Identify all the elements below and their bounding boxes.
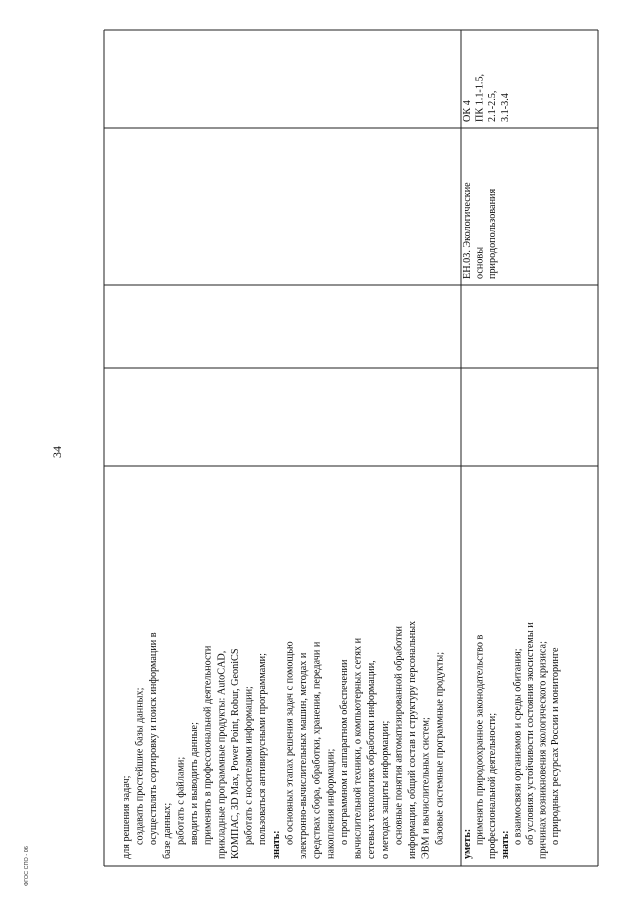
row1-text-line: о методах защиты информации; (379, 720, 391, 859)
row2-text-line: причинах возникновения экологического кризиса; (537, 641, 549, 859)
row1-text-line: работать с файлами; (175, 756, 187, 845)
row1-text-line: вводить и выводить данные; (189, 722, 201, 845)
row2-competencies (462, 74, 511, 122)
row1-text-line: ЭВМ и вычислительных систем; (420, 717, 432, 859)
row1-text-line: об основных этапах решения задач с помощью (284, 641, 296, 845)
row2-disc-line: природопользования (487, 188, 499, 279)
row1-text-line: электронно-вычислительных машин, методах и (298, 652, 310, 859)
row1-text-line: основные понятия автоматизированной обработки (393, 626, 405, 845)
row2-description (462, 622, 561, 859)
row1-text-line: информации, общий состав и структуру персональных (407, 620, 419, 859)
row1-text-line: накопления информации; (325, 748, 337, 859)
table-grid (104, 30, 598, 866)
row1-text-line: о программном и аппаратном обеспечении (338, 659, 350, 845)
row1-text-line: для решения задач; (121, 775, 132, 859)
row1-text-line: базовые системные программные продукты; (434, 651, 446, 845)
row2-text-line: об условиях устойчивости состояния экосистемы и (525, 622, 536, 845)
row1-text-line: КОМПАС, 3D Max, Power Point, Robur, GeoniCS (229, 648, 241, 859)
row2-disc-line: основы (474, 246, 486, 279)
row2-text-line: уметь: (462, 828, 473, 859)
row1-text-line: базе данных; (161, 802, 173, 859)
row2-text-line: профессиональной деятельности; (487, 712, 499, 859)
row2-comp-line: 3.1-3.4 (499, 93, 511, 122)
row1-text-line: пользоваться антивирусными программами; (257, 653, 269, 845)
row2-text-line: о взаимосвязи организмов и среды обитания; (512, 648, 524, 845)
row1-text-line: осуществлять сортировку и поиск информации в (148, 632, 160, 845)
row2-text-line: о природных ресурсах России и мониторинге (550, 647, 562, 845)
row1-text-line: применять в профессиональной деятельности (202, 645, 214, 845)
row2-disc-line: ЕН.03. Экологические (462, 182, 473, 279)
row2-comp-line: ПК 1.1-1.5, (474, 73, 486, 122)
row2-comp-line: 2.1-2.5, (487, 90, 499, 122)
row2-text-line: применять природоохранное законодательство в (474, 634, 486, 845)
row1-text-line: вычислительной техники, о компьютерных сетях и (352, 637, 364, 859)
footer-code: ФГОС СПО - 06 (24, 846, 30, 886)
row1-text-line: знать: (270, 830, 282, 859)
row2-comp-line: ОК 4 (462, 100, 473, 122)
row1-text-line: сетевых технологиях обработки информации, (366, 660, 378, 859)
row1-text-line: работать с носителями информации; (243, 686, 255, 845)
row2-discipline (462, 182, 498, 279)
page-number: 34 (50, 446, 64, 458)
row1-text-line: прикладные программные продукты: AutoCAD, (216, 650, 228, 859)
row1-text-line: средствах сбора, обработки, хранения, передачи и (311, 641, 323, 859)
row1-text-line: создавать простейшие базы данных; (134, 687, 146, 845)
row2-text-line: знать: (499, 830, 511, 859)
row1-description (121, 621, 445, 859)
